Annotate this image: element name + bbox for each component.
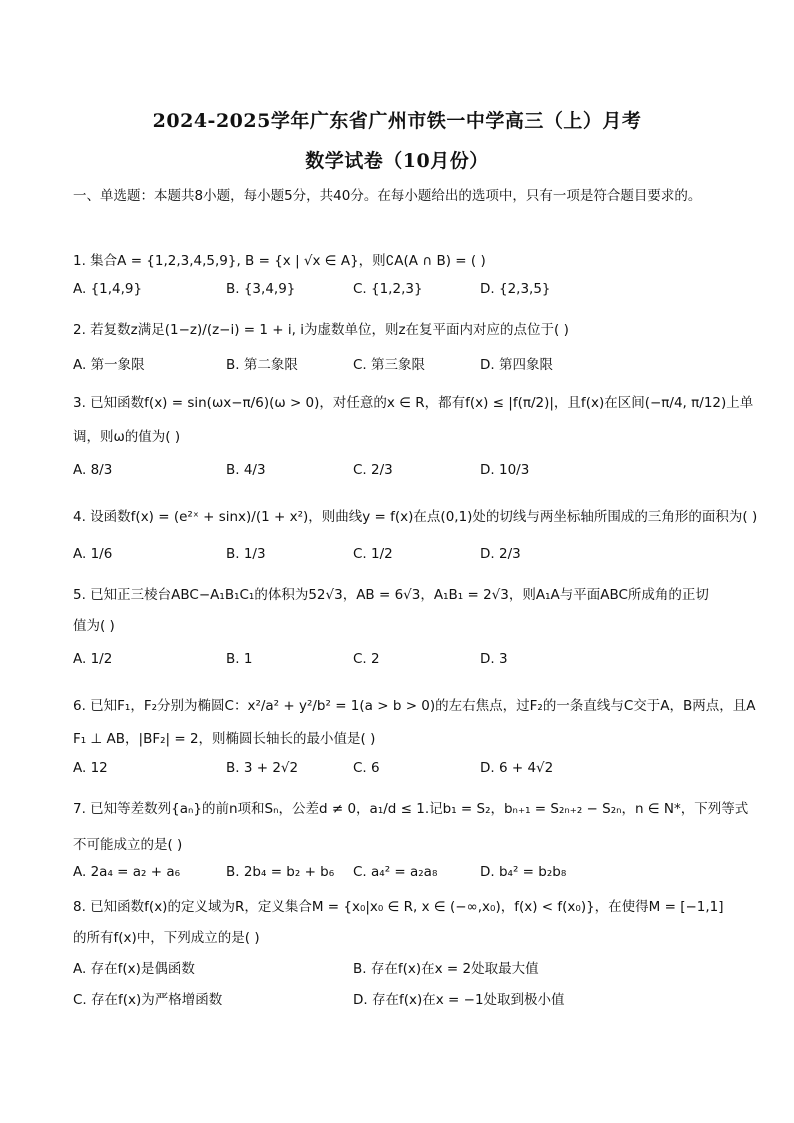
question-7-option-b: B. 2b₄ = b₂ + b₆ — [226, 864, 335, 880]
question-3-option-b: B. 4/3 — [226, 462, 266, 478]
question-6-stem: 6. 已知F₁，F₂分别为椭圆C：x²/a² + y²/b² = 1(a > b > 0)的左右焦点，过F₂的一条直线与C交于A，B两点，且A — [73, 698, 756, 714]
question-8-stem-cont: 的所有f(x)中，下列成立的是( ) — [73, 930, 260, 946]
question-4-option-c: C. 1/2 — [353, 546, 393, 562]
section-heading: 一、单选题：本题共8小题，每小题5分，共40分。在每小题给出的选项中，只有一项是符合题目要求的。 — [73, 188, 702, 204]
question-6-option-a: A. 12 — [73, 760, 108, 776]
question-4-stem: 4. 设函数f(x) = (e²ˣ + sinx)/(1 + x²)，则曲线y = f(x)在点(0,1)处的切线与两坐标轴所围成的三角形的面积为( ) — [73, 509, 758, 525]
question-2-option-b: B. 第二象限 — [226, 357, 298, 373]
question-7-stem-cont: 不可能成立的是( ) — [73, 837, 183, 853]
question-7-option-c: C. a₄² = a₂a₈ — [353, 864, 438, 880]
question-1-stem: 1. 集合A = {1,2,3,4,5,9}, B = {x | √x ∈ A}，则∁A(A ∩ B) = ( ) — [73, 253, 486, 269]
question-6-option-c: C. 6 — [353, 760, 380, 776]
question-1-option-a: A. {1,4,9} — [73, 281, 143, 297]
question-7-option-a: A. 2a₄ = a₂ + a₆ — [73, 864, 181, 880]
question-7-option-d: D. b₄² = b₂b₈ — [480, 864, 567, 880]
question-2-option-d: D. 第四象限 — [480, 357, 553, 373]
question-3-option-a: A. 8/3 — [73, 462, 113, 478]
question-4-option-b: B. 1/3 — [226, 546, 266, 562]
exam-title: 2024-2025学年广东省广州市铁一中学高三（上）月考 — [152, 110, 642, 132]
question-2-stem: 2. 若复数z满足(1−z)/(z−i) = 1 + i, i为虚数单位，则z在复平面内对应的点位于( ) — [73, 322, 569, 338]
question-1-option-c: C. {1,2,3} — [353, 281, 423, 297]
question-1-option-b: B. {3,4,9} — [226, 281, 296, 297]
question-1-option-d: D. {2,3,5} — [480, 281, 551, 297]
question-5-option-c: C. 2 — [353, 651, 380, 667]
question-3-stem-cont: 调，则ω的值为( ) — [73, 429, 181, 445]
question-5-stem: 5. 已知正三棱台ABC−A₁B₁C₁的体积为52√3，AB = 6√3，A₁B₁ = 2√3，则A₁A与平面ABC所成角的正切 — [73, 587, 709, 603]
question-3-option-d: D. 10/3 — [480, 462, 530, 478]
question-8-stem: 8. 已知函数f(x)的定义域为R，定义集合M = {x₀|x₀ ∈ R, x ∈ (−∞,x₀)，f(x) < f(x₀)}，在使得M = [−1,1] — [73, 899, 724, 915]
question-5-stem-cont: 值为( ) — [73, 618, 115, 634]
question-8-option-b: B. 存在f(x)在x = 2处取最大值 — [353, 961, 539, 977]
question-8-option-a: A. 存在f(x)是偶函数 — [73, 961, 195, 977]
question-2-option-c: C. 第三象限 — [353, 357, 426, 373]
question-6-option-d: D. 6 + 4√2 — [480, 760, 554, 776]
question-3-stem: 3. 已知函数f(x) = sin(ωx−π/6)(ω > 0)，对任意的x ∈ R，都有f(x) ≤ |f(π/2)|，且f(x)在区间(−π/4, π/12)上单 — [73, 395, 754, 411]
question-8-option-d: D. 存在f(x)在x = −1处取到极小值 — [353, 992, 565, 1008]
question-6-stem-cont: F₁ ⊥ AB，|BF₂| = 2，则椭圆长轴长的最小值是( ) — [73, 731, 376, 747]
question-4-option-d: D. 2/3 — [480, 546, 521, 562]
question-3-option-c: C. 2/3 — [353, 462, 393, 478]
question-5-option-a: A. 1/2 — [73, 651, 113, 667]
question-2-option-a: A. 第一象限 — [73, 357, 145, 373]
question-7-stem: 7. 已知等差数列{aₙ}的前n项和Sₙ，公差d ≠ 0，a₁/d ≤ 1.记b₁ = S₂，bₙ₊₁ = S₂ₙ₊₂ − S₂ₙ，n ∈ N*，下列等式 — [73, 801, 749, 817]
question-5-option-d: D. 3 — [480, 651, 508, 667]
exam-subtitle: 数学试卷（10月份） — [305, 150, 489, 172]
question-6-option-b: B. 3 + 2√2 — [226, 760, 299, 776]
question-4-option-a: A. 1/6 — [73, 546, 113, 562]
question-5-option-b: B. 1 — [226, 651, 253, 667]
question-8-option-c: C. 存在f(x)为严格增函数 — [73, 992, 223, 1008]
